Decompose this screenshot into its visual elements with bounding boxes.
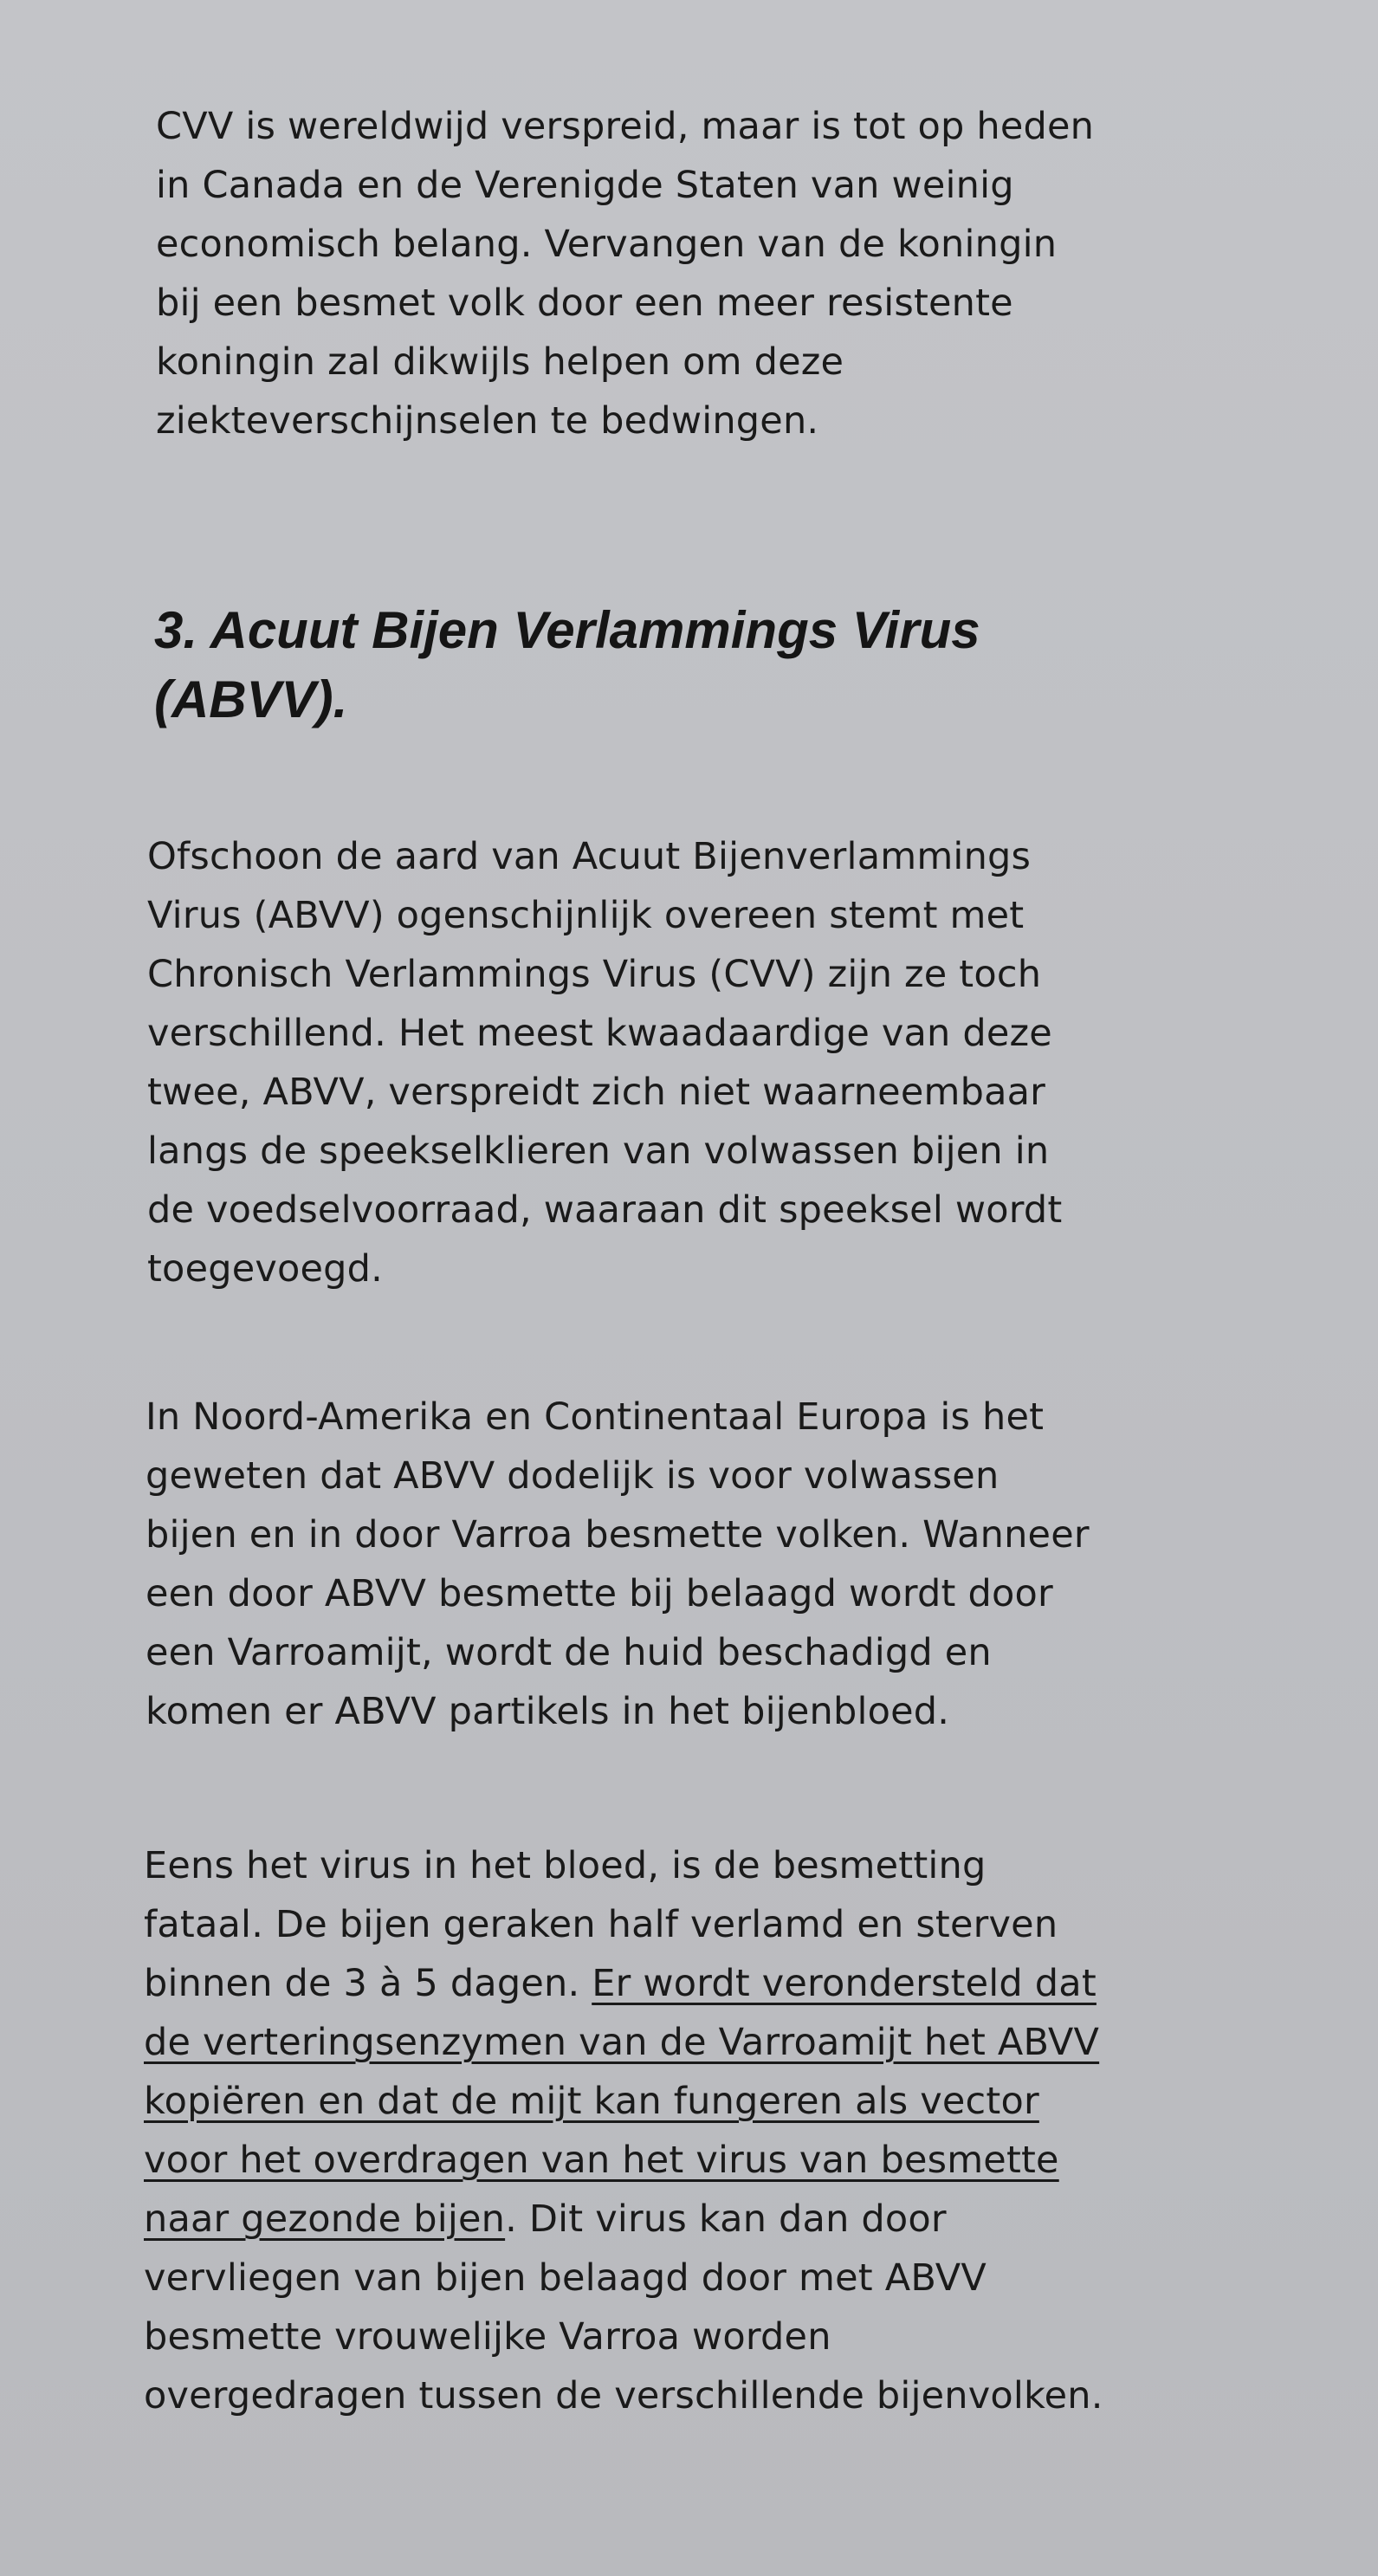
underlined-text: naar gezonde bijen (144, 2197, 506, 2241)
heading-line: 3. Acuut Bijen Verlammings Virus (154, 601, 980, 659)
underlined-text: Er wordt verondersteld dat (592, 1962, 1097, 2005)
paragraph-abvv-transmission (144, 1836, 1103, 2425)
text-line: Virus (ABVV) ogenschijnlijk overeen stemt met (147, 894, 1025, 937)
text-line (144, 1954, 1103, 2013)
text-line: in Canada en de Verenigde Staten van weinig (156, 164, 1014, 207)
text-line: twee, ABVV, verspreidt zich niet waarneembaar (147, 1071, 1046, 1114)
text-line: economisch belang. Vervangen van de koningin (156, 223, 1058, 266)
text-line: overgedragen tussen de verschillende bijenvolken. (144, 2374, 1103, 2417)
text-line (144, 2131, 1103, 2190)
text-line: Chronisch Verlammings Virus (CVV) zijn ze toch (147, 953, 1042, 996)
text-line: verschillend. Het meest kwaadaardige van deze (147, 1012, 1052, 1055)
text-line: bij een besmet volk door een meer resistente (156, 282, 1013, 325)
text-line: langs de speekselklieren van volwassen bijen in (147, 1129, 1050, 1173)
text-line: CVV is wereldwijd verspreid, maar is tot op heden (156, 105, 1095, 148)
text-line: geweten dat ABVV dodelijk is voor volwassen (146, 1454, 1000, 1498)
text-line: komen er ABVV partikels in het bijenbloed. (146, 1690, 950, 1733)
text-line: Eens het virus in het bloed, is de besmetting (144, 1844, 987, 1887)
text-line (144, 2013, 1103, 2072)
text-line: koningin zal dikwijls helpen om deze (156, 340, 844, 384)
underlined-text: kopiëren en dat de mijt kan fungeren als vector (144, 2080, 1039, 2123)
section-heading-abvv (154, 596, 980, 735)
plain-text: . Dit virus kan dan door (505, 2197, 947, 2241)
text-line (144, 2072, 1103, 2131)
plain-text: binnen de 3 à 5 dagen. (144, 1962, 592, 2005)
text-line (144, 2190, 1103, 2249)
text-line: besmette vrouwelijke Varroa worden (144, 2315, 831, 2359)
text-line: fataal. De bijen geraken half verlamd en sterven (144, 1903, 1058, 1946)
text-line: een door ABVV besmette bij belaagd wordt door (146, 1572, 1053, 1615)
underlined-text: voor het overdragen van het virus van besmette (144, 2139, 1059, 2182)
paragraph-abvv-lethality (146, 1388, 1090, 1741)
text-line: bijen en in door Varroa besmette volken. Wanneer (146, 1513, 1090, 1557)
text-line: vervliegen van bijen belaagd door met ABVV (144, 2256, 987, 2300)
paragraph-cvv-distribution (156, 97, 1094, 450)
text-line: de voedselvoorraad, waaraan dit speeksel wordt (147, 1188, 1063, 1232)
text-line: In Noord-Amerika en Continentaal Europa is het (146, 1395, 1045, 1439)
text-line: ziekteverschijnselen te bedwingen. (156, 399, 819, 443)
underlined-text: de verteringsenzymen van de Varroamijt het ABVV (144, 2021, 1100, 2064)
text-line: toegevoegd. (147, 1247, 384, 1291)
paragraph-abvv-nature (147, 827, 1062, 1298)
text-line: een Varroamijt, wordt de huid beschadigd en (146, 1631, 992, 1674)
text-line: Ofschoon de aard van Acuut Bijenverlammings (147, 835, 1032, 878)
heading-line: (ABVV). (154, 670, 348, 728)
